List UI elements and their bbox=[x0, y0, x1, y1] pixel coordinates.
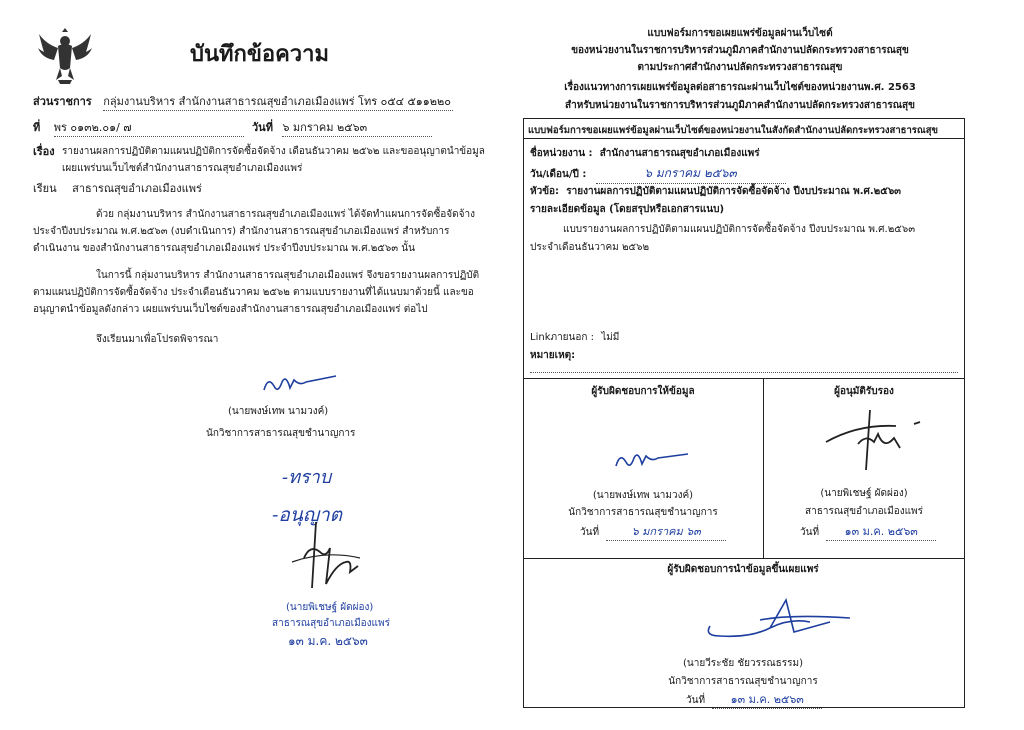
form-remark-line bbox=[530, 372, 958, 373]
form-remark-label: หมายเหตุ: bbox=[530, 350, 576, 361]
form-date-value: ๖ มกราคม ๒๕๖๓ bbox=[596, 164, 786, 184]
form-responsible-name: (นายพงษ์เทพ นามวงค์) bbox=[592, 490, 694, 501]
memo-approver-position: สาธารณสุขอำเภอเมืองแพร่ bbox=[272, 618, 390, 629]
form-link-value: ไม่มี bbox=[601, 332, 620, 343]
form-link-row bbox=[530, 330, 619, 345]
form-signature-divider-bottom bbox=[523, 558, 964, 559]
memo-para1-line2: ประจำปีงบประมาณ พ.ศ.๒๕๖๓ (งบดำเนินการ) สำนักงานสาธารณสุขอำเภอเมืองแพร่ สำหรับการ bbox=[33, 226, 450, 237]
form-publisher-position: นักวิชาการสาธารณสุขชำนาญการ bbox=[668, 676, 818, 687]
form-responsible-position: นักวิชาการสาธารณสุขชำนาญการ bbox=[568, 507, 718, 518]
form-date-label: วัน/เดือน/ปี : bbox=[530, 169, 587, 180]
form-publisher-date-label: วันที่ bbox=[686, 695, 706, 706]
form-approver-title: ผู้อนุมัติรับรอง bbox=[834, 386, 894, 397]
memo-subject-line1: รายงานผลการปฏิบัติตามแผนปฏิบัติการจัดซื้อจัดจ้าง เดือนธันวาคม ๒๕๖๒ และขออนุญาตนำข้อมูล bbox=[62, 146, 485, 157]
memo-signer-name: (นายพงษ์เทพ นามวงค์) bbox=[228, 406, 329, 417]
memo-ref-value: พร ๐๑๓๒.๐๑/ ๗ bbox=[54, 118, 244, 137]
memo-agency-value: กลุ่มงานบริหาร สำนักงานสาธารณสุขอำเภอเมืองแพร่ โทร ๐๕๔ ๕๑๑๒๒๐ bbox=[103, 92, 453, 111]
form-date-row bbox=[530, 164, 786, 184]
memo-date-label: วันที่ bbox=[252, 121, 273, 134]
form-approver-date-row bbox=[800, 522, 936, 541]
form-approver-name: (นายพิเชษฐ์ ผัดผ่อง) bbox=[820, 488, 908, 499]
memo-ref-label: ที่ bbox=[33, 121, 41, 134]
memo-para1-line1: ด้วย กลุ่มงานบริหาร สำนักงานสาธารณสุขอำเภอเมืองแพร่ ได้จัดทำแผนการจัดซื้อจัดจ้าง bbox=[96, 209, 475, 220]
form-approver-position: สาธารณสุขอำเภอเมืองแพร่ bbox=[805, 506, 923, 517]
signer-signature-icon bbox=[260, 372, 340, 398]
memo-approver-date: ๑๓ ม.ค. ๒๕๖๓ bbox=[288, 634, 368, 648]
form-publisher-date-row bbox=[686, 690, 822, 709]
form-detail-line2: ประจำเดือนธันวาคม ๒๕๖๒ bbox=[530, 242, 650, 253]
form-approver-date-label: วันที่ bbox=[800, 527, 820, 538]
memo-to-value: สาธารณสุขอำเภอเมืองแพร่ bbox=[72, 182, 202, 195]
memo-to-row bbox=[33, 179, 202, 197]
memo-note-acknowledge: -ทราบ bbox=[282, 467, 332, 488]
garuda-emblem-icon bbox=[36, 28, 94, 86]
memo-to-label: เรียน bbox=[33, 182, 57, 195]
responsible-signature-icon bbox=[612, 448, 692, 474]
form-publisher-title: ผู้รับผิดชอบการนำข้อมูลขึ้นเผยแพร่ bbox=[667, 564, 819, 575]
form-publisher-date-value: ๑๓ ม.ค. ๒๕๖๓ bbox=[712, 690, 822, 709]
form-publisher-name: (นายวีระชัย ชัยวรรณธรรม) bbox=[682, 658, 803, 669]
form-topic-value: รายงานผลการปฏิบัติตามแผนปฏิบัติการจัดซื้อจัดจ้าง ปีงบประมาณ พ.ศ.๒๕๖๓ bbox=[566, 186, 902, 197]
memo-subject-line2: เผยแพร่บนเว็บไซต์สำนักงานสาธารณสุขอำเภอเมืองแพร่ bbox=[62, 163, 303, 174]
memo-subject-label: เรื่อง bbox=[33, 145, 55, 158]
memo-date-value: ๖ มกราคม ๒๕๖๓ bbox=[282, 118, 432, 137]
memo-subject-row bbox=[33, 142, 55, 160]
form-title-divider bbox=[523, 138, 964, 139]
form-signature-divider-top bbox=[523, 378, 964, 379]
form-signature-divider-mid bbox=[763, 378, 764, 558]
form-header-line5: สำหรับหน่วยงานในราชการบริหารส่วนภูมิภาคสำนักงานปลัดกระทรวงสาธารณสุข bbox=[565, 100, 915, 111]
memo-agency-label: ส่วนราชการ bbox=[33, 95, 92, 108]
form-detail-label: รายละเอียดข้อมูล (โดยสรุปหรือเอกสารแนบ) bbox=[530, 204, 725, 215]
memo-para2-line3: อนุญาตนำข้อมูลดังกล่าว เผยแพร่บนเว็บไซต์ของสำนักงานสาธารณสุขอำเภอเมืองแพร่ ต่อไป bbox=[33, 304, 428, 315]
form-detail-line1: แบบรายงานผลการปฏิบัติตามแผนปฏิบัติการจัดซื้อจัดจ้าง ปีงบประมาณ พ.ศ.๒๕๖๓ bbox=[563, 224, 916, 235]
memo-ref-row bbox=[33, 118, 244, 137]
form-responsible-date-value: ๖ มกราคม ๖๓ bbox=[606, 522, 726, 541]
memo-signer-position: นักวิชาการสาธารณสุขชำนาญการ bbox=[206, 428, 356, 439]
memo-para2-line1: ในการนี้ กลุ่มงานบริหาร สำนักงานสาธารณสุขอำเภอเมืองแพร่ จึงขอรายงานผลการปฏิบัติ bbox=[96, 270, 480, 281]
form-header-line1: แบบฟอร์มการขอเผยแพร่ข้อมูลผ่านเว็บไซต์ bbox=[647, 28, 833, 39]
form-link-label: Linkภายนอก : bbox=[530, 332, 594, 343]
form-header-line3: ตามประกาศสำนักงานปลัดกระทรวงสาธารณสุข bbox=[637, 62, 843, 73]
form-responsible-date-row bbox=[580, 522, 726, 541]
form-responsible-title: ผู้รับผิดชอบการให้ข้อมูล bbox=[591, 386, 695, 397]
form-unit-row bbox=[530, 146, 760, 161]
memo-date-row bbox=[252, 118, 432, 137]
form-topic-row bbox=[530, 184, 901, 199]
form-responsible-date-label: วันที่ bbox=[580, 527, 600, 538]
form-unit-value: สำนักงานสาธารณสุขอำเภอเมืองแพร่ bbox=[599, 148, 760, 159]
approver-signature-icon bbox=[286, 518, 376, 594]
memo-approver-name: (นายพิเชษฐ์ ผัดผ่อง) bbox=[286, 602, 374, 613]
form-approver-signature-icon bbox=[818, 404, 938, 476]
form-header-line2: ของหน่วยงานในราชการบริหารส่วนภูมิภาคสำนักงานปลัดกระทรวงสาธารณสุข bbox=[571, 45, 909, 56]
form-approver-date-value: ๑๓ ม.ค. ๒๕๖๓ bbox=[826, 522, 936, 541]
form-unit-label: ชื่อหน่วยงาน : bbox=[530, 148, 593, 159]
form-header-line4: เรื่องแนวทางการเผยแพร่ข้อมูลต่อสาธารณะผ่านเว็บไซต์ของหน่วยงานพ.ศ. 2563 bbox=[564, 82, 916, 93]
memo-closing: จึงเรียนมาเพื่อโปรดพิจารณา bbox=[96, 334, 219, 345]
memo-para2-line2: ตามแผนปฏิบัติการจัดซื้อจัดจ้าง ประจำเดือนธันวาคม ๒๕๖๒ ตามแบบรายงานที่ได้แนบมาด้วยนี้ และขอ bbox=[33, 287, 474, 298]
memo-title: บันทึกข้อความ bbox=[190, 42, 330, 67]
publisher-signature-icon bbox=[700, 592, 860, 646]
form-topic-label: หัวข้อ: bbox=[530, 186, 560, 197]
form-box-title: แบบฟอร์มการขอเผยแพร่ข้อมูลผ่านเว็บไซต์ของหน่วยงานในสังกัดสำนักงานปลัดกระทรวงสาธารณสุข bbox=[528, 125, 939, 136]
memo-para1-line3: ดำเนินงาน ของสำนักงานสาธารณสุขอำเภอเมืองแพร่ ประจำปีงบประมาณ พ.ศ.๒๕๖๓ นั้น bbox=[33, 243, 415, 254]
memo-agency-row bbox=[33, 92, 453, 111]
memo-note-approve: -อนุญาต bbox=[272, 504, 343, 526]
